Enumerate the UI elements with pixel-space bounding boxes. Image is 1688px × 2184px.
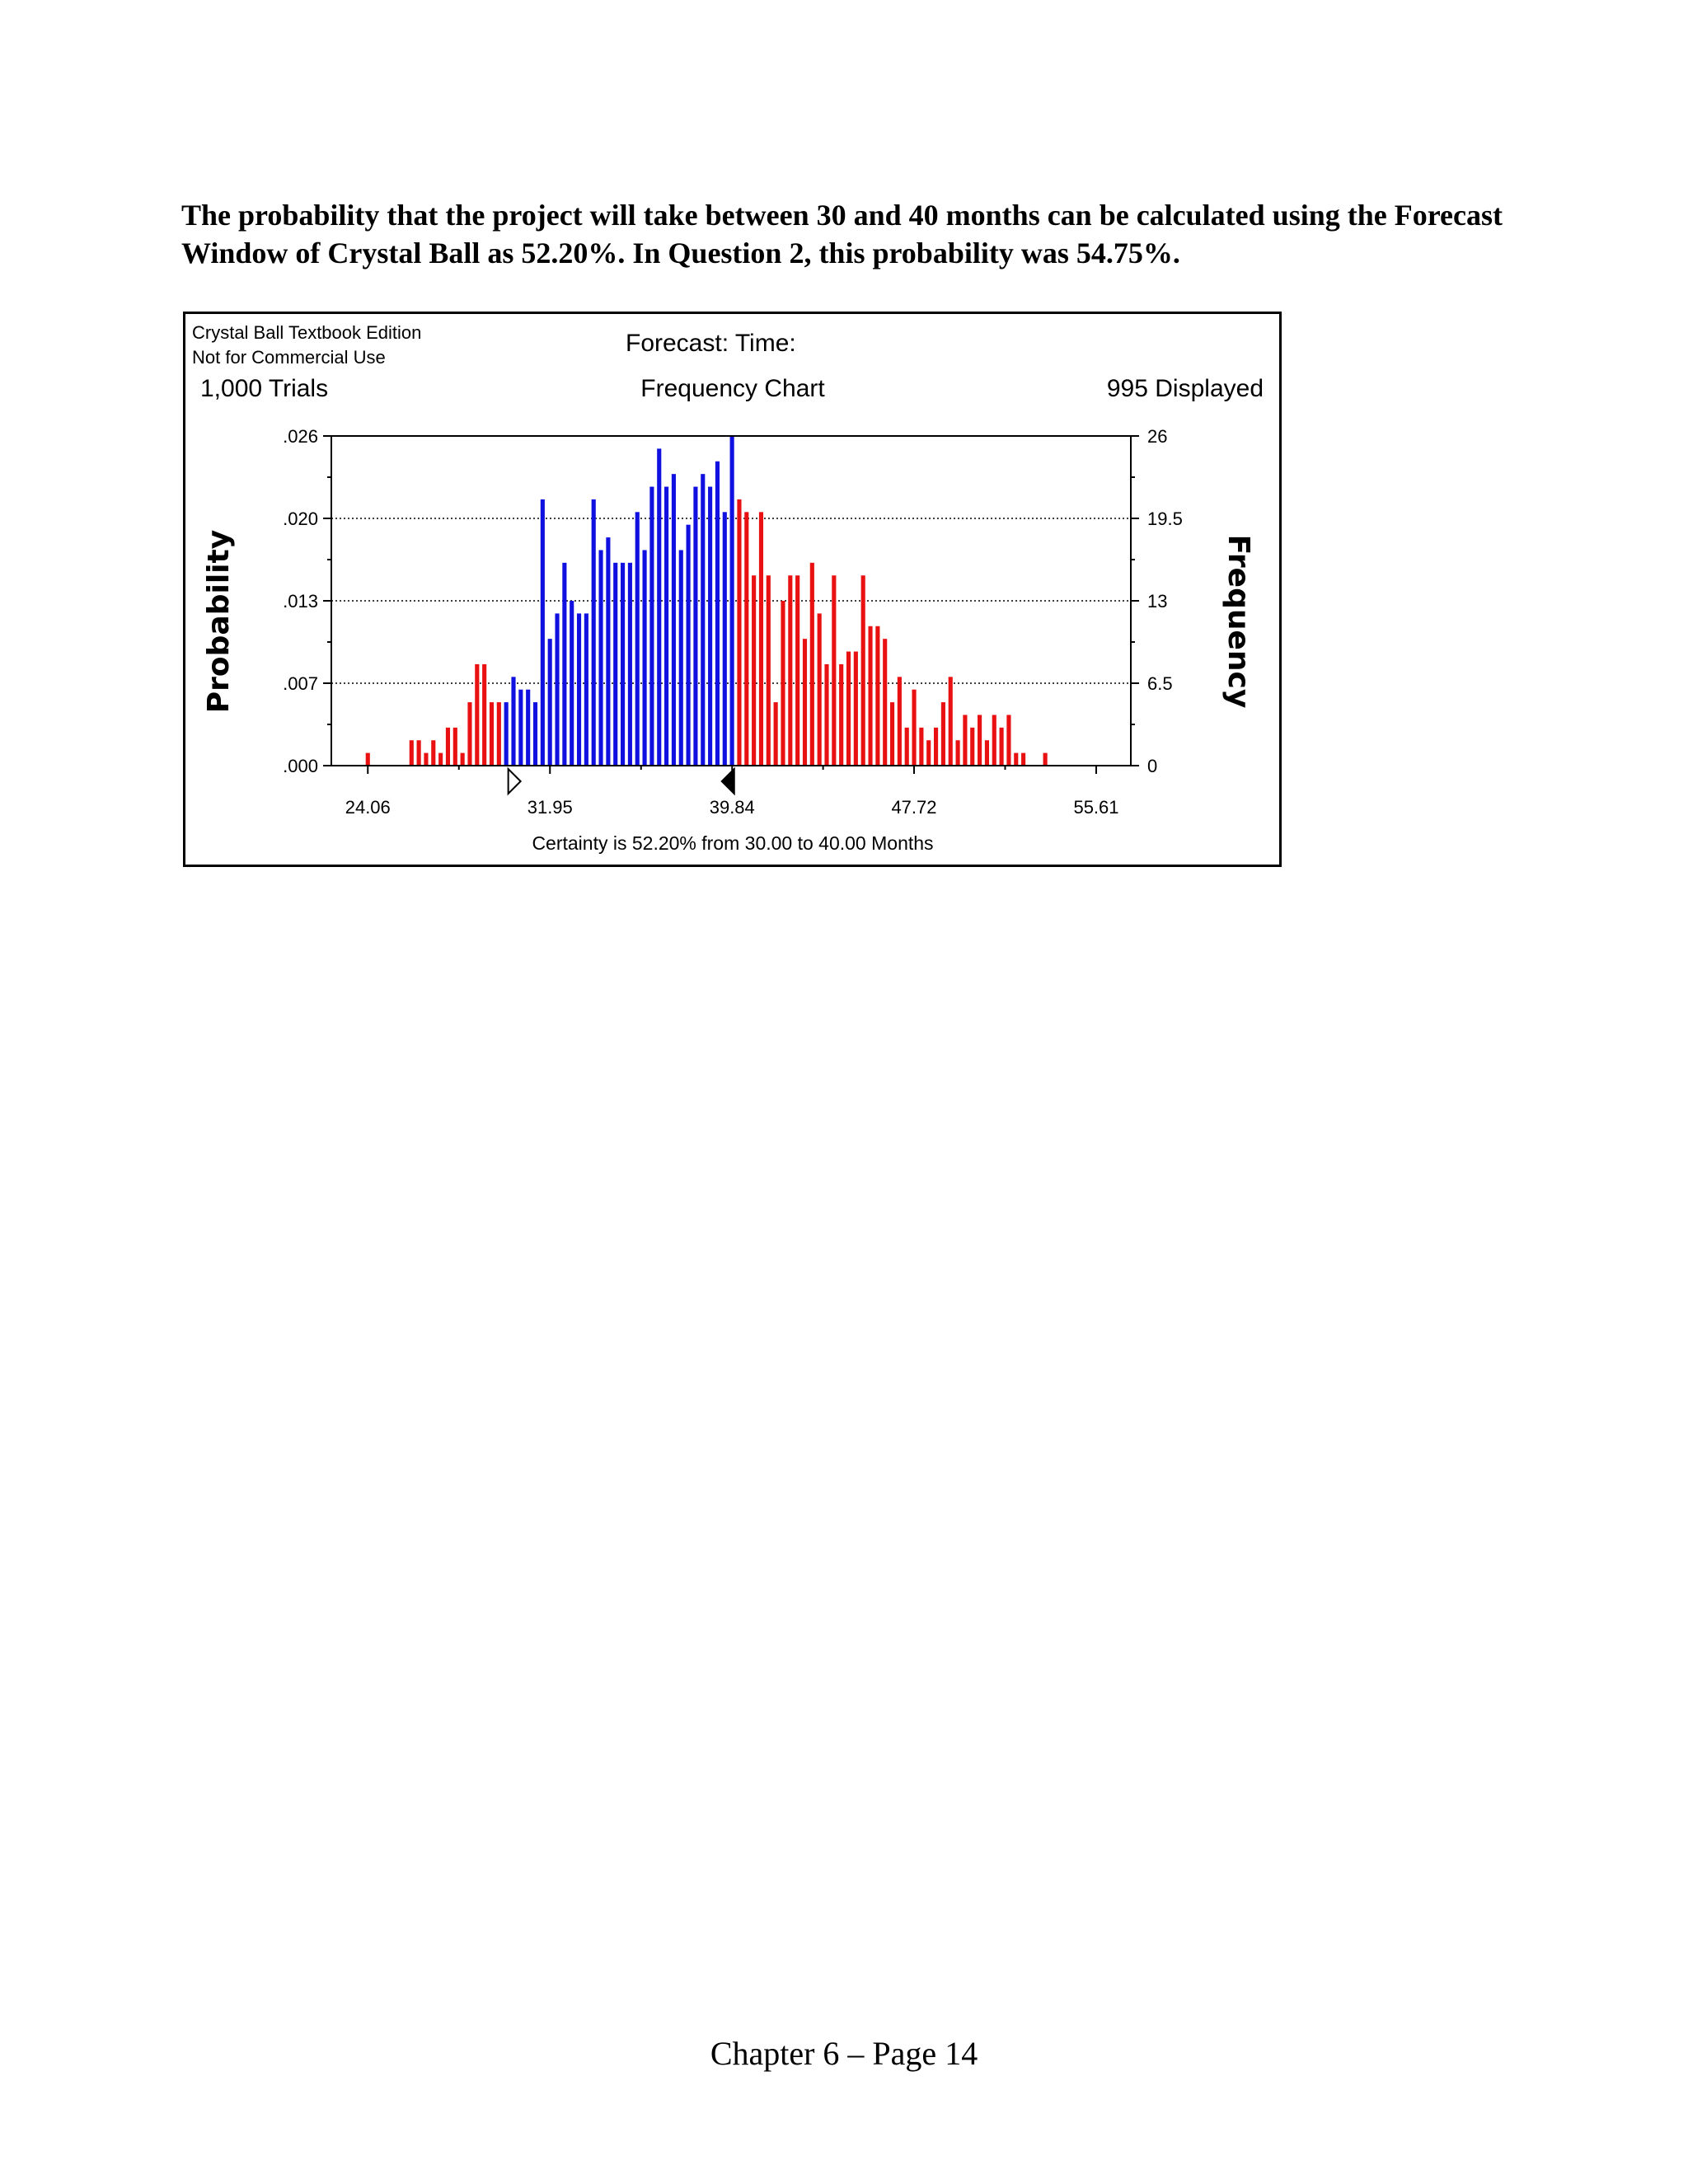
bar: [577, 613, 581, 766]
bar: [598, 550, 603, 766]
bar: [461, 753, 465, 766]
bar: [781, 601, 785, 766]
bar: [1000, 728, 1004, 766]
bar: [490, 702, 494, 766]
bar: [438, 753, 443, 766]
bar: [708, 487, 712, 766]
bar: [643, 550, 647, 766]
chart-subtitle: Frequency Chart: [640, 375, 825, 402]
y-left-tick-label: .020: [283, 509, 318, 529]
bar: [592, 499, 596, 766]
bar: [417, 740, 421, 766]
bar: [504, 702, 509, 766]
frequency-chart: [185, 314, 1279, 865]
bar: [824, 664, 828, 766]
bar: [693, 487, 697, 766]
bar: [649, 487, 654, 766]
bar: [898, 677, 902, 766]
bar: [803, 639, 807, 766]
bar: [570, 601, 574, 766]
bar: [606, 537, 610, 766]
bar: [810, 563, 814, 766]
y-left-tick-label: .007: [283, 673, 318, 694]
certainty-left-grabber[interactable]: [509, 769, 521, 794]
bar: [621, 563, 625, 766]
bar: [497, 702, 501, 766]
y-right-ticks: [1131, 426, 1183, 776]
bar: [854, 652, 858, 766]
bar: [752, 575, 756, 766]
y-left-tick-label: .000: [283, 756, 318, 776]
x-tick-label: 24.06: [345, 797, 391, 818]
bar: [431, 740, 435, 766]
y-right-tick-label: 0: [1147, 756, 1158, 776]
bar: [868, 626, 872, 766]
bar: [926, 740, 931, 766]
bar: [584, 613, 588, 766]
bar: [744, 512, 748, 766]
bar: [949, 677, 953, 766]
displayed-label: 995 Displayed: [1106, 375, 1264, 402]
bar: [518, 690, 523, 766]
bar: [679, 550, 683, 766]
bar: [526, 690, 530, 766]
y-axis-label-probability: Probability: [202, 529, 236, 714]
y-right-tick-label: 6.5: [1147, 673, 1173, 694]
bar: [963, 715, 967, 766]
certainty-right-grabber[interactable]: [722, 769, 734, 794]
bar: [905, 728, 909, 766]
bar: [657, 448, 661, 766]
certainty-statement: Certainty is 52.20% from 30.00 to 40.00 Months: [532, 832, 934, 854]
bar: [410, 740, 414, 766]
y-right-tick-label: 26: [1147, 426, 1168, 447]
forecast-chart-window: [183, 312, 1282, 867]
bar: [1021, 753, 1025, 766]
bar: [467, 702, 471, 766]
bar: [548, 639, 552, 766]
bar: [956, 740, 960, 766]
bar: [861, 575, 865, 766]
y-axis-label-frequency: Frequency: [1221, 534, 1255, 709]
bar: [919, 728, 923, 766]
bar: [846, 652, 851, 766]
x-tick-label: 47.72: [891, 797, 937, 818]
bar: [759, 512, 763, 766]
y-left-tick-label: .013: [283, 591, 318, 612]
bar: [985, 740, 989, 766]
bar: [992, 715, 996, 766]
bar: [788, 575, 792, 766]
y-right-tick-label: 13: [1147, 591, 1168, 612]
bar: [482, 664, 486, 766]
bar: [767, 575, 771, 766]
watermark-line-2: Not for Commercial Use: [192, 347, 386, 368]
bar: [672, 474, 676, 766]
x-tick-label: 55.61: [1073, 797, 1119, 818]
bar: [511, 677, 515, 766]
y-left-ticks: [283, 426, 331, 776]
bar: [941, 702, 945, 766]
bar: [715, 462, 720, 766]
x-tick-label: 39.84: [709, 797, 755, 818]
bar: [562, 563, 566, 766]
bar: [635, 512, 640, 766]
bar: [446, 728, 450, 766]
bar: [875, 626, 879, 766]
bar: [890, 702, 894, 766]
bar: [934, 728, 938, 766]
bar: [730, 436, 734, 766]
watermark-line-1: Crystal Ball Textbook Edition: [192, 322, 422, 343]
bar: [1006, 715, 1010, 766]
chart-title: Forecast: Time:: [626, 330, 796, 357]
bar: [1043, 753, 1048, 766]
bar: [723, 512, 727, 766]
y-left-tick-label: .026: [283, 426, 318, 447]
bar: [970, 728, 974, 766]
bar: [475, 664, 479, 766]
bar: [795, 575, 799, 766]
bar: [555, 613, 559, 766]
bar: [701, 474, 705, 766]
bar: [628, 563, 632, 766]
trials-label: 1,000 Trials: [200, 375, 329, 402]
bar: [883, 639, 887, 766]
intro-paragraph: The probability that the project will take between 30 and 40 months can be calculated using the Forecast Window of Crystal Ball as 52.20%. In Question 2, this probability was 54.75%.: [181, 199, 1503, 269]
bar: [912, 690, 916, 766]
bar: [1014, 753, 1018, 766]
bar: [832, 575, 836, 766]
bar: [613, 563, 617, 766]
bar: [839, 664, 843, 766]
page-footer: Chapter 6 – Page 14: [710, 2035, 978, 2072]
bar: [664, 487, 668, 766]
y-right-tick-label: 19.5: [1147, 509, 1183, 529]
bar: [687, 525, 691, 766]
bar: [424, 753, 428, 766]
bar: [774, 702, 778, 766]
x-tick-label: 31.95: [527, 797, 573, 818]
bar: [366, 753, 370, 766]
bar: [978, 715, 982, 766]
bar: [453, 728, 457, 766]
bar: [737, 499, 741, 766]
bar: [818, 613, 822, 766]
bar: [541, 499, 545, 766]
bar: [533, 702, 537, 766]
